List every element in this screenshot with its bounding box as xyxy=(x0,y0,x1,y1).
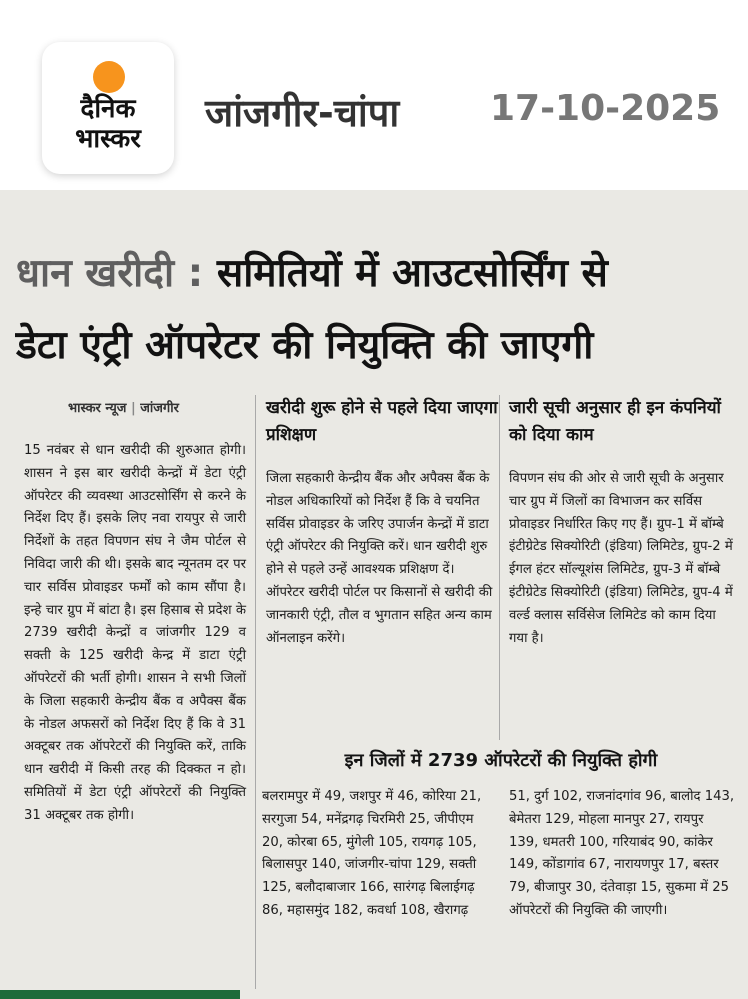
headline-line1-text: समितियों में आउटसोर्सिंग से xyxy=(216,251,608,296)
headline xyxy=(0,238,748,382)
column-divider-2 xyxy=(499,395,500,740)
byline-separator: | xyxy=(130,401,136,416)
sun-logo-icon xyxy=(93,61,125,93)
column-divider-1 xyxy=(255,395,256,989)
subheading-companies: जारी सूची अनुसार ही इन कंपनियों को दिया काम xyxy=(509,398,721,445)
byline-place: जांजगीर xyxy=(140,401,179,416)
logo-text-line2: भास्कर xyxy=(75,124,141,154)
article-column-1: 15 नवंबर से धान खरीदी की शुरुआत होगी। शासन ने इस बार खरीदी केन्द्रों में डेटा एंट्री ऑपरेटर की व्यवस्था आउटसोर्सिंग से करने के निर्देश दिए हैं। इसके लिए नवा रायपुर से जारी निर्देशों के तहत विपणन संघ ने जैम पोर्टल से निविदा जारी की थी। इसके बाद न्यूनतम दर पर चार सर्विस प्रोवाइडर फर्मों को काम सौंपा है। इन्हे चार ग्रुप में बांटा है। इस हिसाब से प्रदेश के 2739 खरीदी केन्द्रों व जांजगीर 129 व सक्ती के 125 खरीदी केन्द्र में डाटा एंट्री ऑपरेटरों की भर्ती होगी। शासन ने सभी जिलों के जिला सहकारी केन्द्रीय बैंक व अपैक्स बैंक के नोडल अफसरों को निर्देश दिए हैं कि वे 31 अक्टूबर तक ऑपरेटरों की नियुक्ति करें, ताकि धान खरीदी में किसी तरह की दिक्कत न हो। समितियों में डेटा एंट्री ऑपरेटरों की नियुक्ति 31 अक्टूबर तक होगी। xyxy=(24,443,246,823)
district-list-column-1: बलरामपुर में 49, जशपुर में 46, कोरिया 21, सरगुजा 54, मनेंद्रगढ़ चिरमिरी 25, जीपीएम 20, कोरबा 65, मुंगेली 105, रायगढ़ 105, बिलासपुर 140, जांजगीर-चांपा 129, सक्ती 125, बलौदाबाजार 166, सारंगढ़ बिलाईगढ़ 86, महासमुंद 182, कवर्धा 108, खैरागढ़ xyxy=(262,789,482,918)
logo-text-line1: दैनिक xyxy=(80,94,136,124)
app-header xyxy=(0,0,748,190)
edition-city: जांजगीर-चांपा xyxy=(205,91,400,135)
headline-kicker: धान खरीदी : xyxy=(16,251,204,296)
headline-line2: डेटा एंट्री ऑपरेटर की नियुक्ति की जाएगी xyxy=(16,323,594,368)
green-footer-bar xyxy=(0,990,240,999)
dainik-bhaskar-logo[interactable] xyxy=(42,42,174,174)
district-list-heading: इन जिलों में 2739 ऑपरेटरों की नियुक्ति होगी xyxy=(344,750,658,771)
edition-date: 17-10-2025 xyxy=(490,88,721,129)
article-column-3: विपणन संघ की ओर से जारी सूची के अनुसार चार ग्रुप में जिलों का विभाजन कर सर्विस प्रोवाइडर निर्धारित किए गए हैं। ग्रुप-1 में बॉम्बे इंटीग्रेटेड सिक्योरिटी (इंडिया) लिमिटेड, ग्रुप-2 में ईगल हंटर सॉल्यूशंस लिमिटेड, ग्रुप-3 में बॉम्बे इंटीग्रेटेड सिक्योरिटी (इंडिया) लिमिटेड, ग्रुप-4 में वर्ल्ड क्लास सर्विसेज लिमिटेड को काम दिया गया है। xyxy=(509,471,733,646)
subheading-training: खरीदी शुरू होने से पहले दिया जाएगा प्रशिक्षण xyxy=(266,398,498,445)
byline-source: भास्कर न्यूज xyxy=(68,401,127,416)
article-column-2: जिला सहकारी केन्द्रीय बैंक और अपैक्स बैंक के नोडल अधिकारियों को निर्देश हैं कि वे चयनित सर्विस प्रोवाइडर के जरिए उपार्जन केन्द्रों में डाटा एंट्री ऑपरेटर की नियुक्ति करें। धान खरीदी शुरु होने से पहले उन्हें आवश्यक प्रशिक्षण दें। ऑपरेटर खरीदी पोर्टल पर किसानों से खरीदी की जानकारी एंट्री, तौल व भुगतान सहित अन्य काम ऑनलाइन करेंगे। xyxy=(266,471,493,646)
byline xyxy=(68,398,179,416)
district-list-column-2: 51, दुर्ग 102, राजनांदगांव 96, बालोद 143, बेमेतरा 129, मोहला मानपुर 27, रायपुर 139, धमतरी 100, गरियाबंद 90, कांकेर 149, कोंडागांव 67, नारायणपुर 17, बस्तर 79, बीजापुर 30, दंतेवाड़ा 15, सुकमा में 25 ऑपरेटरों की नियुक्ति की जाएगी। xyxy=(509,789,735,918)
headline-line1 xyxy=(0,238,748,310)
newspaper-clipping xyxy=(0,190,748,999)
